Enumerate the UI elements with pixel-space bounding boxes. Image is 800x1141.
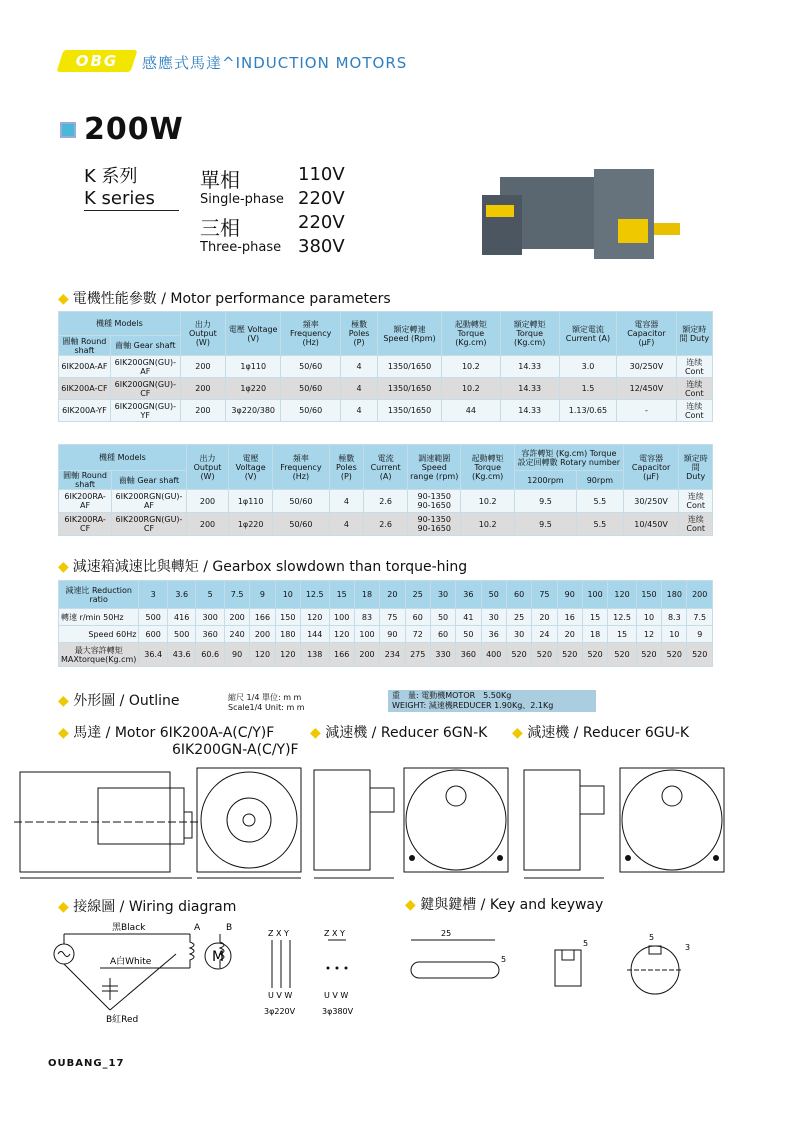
gearbox-cell: 5 xyxy=(196,581,225,609)
gearbox-cell: 500 xyxy=(139,609,168,626)
gearbox-cell: 120 xyxy=(300,609,329,626)
motor-side-drawing xyxy=(14,772,200,878)
svg-text:U V W: U V W xyxy=(268,991,293,1000)
gearbox-cell: 36.4 xyxy=(139,643,168,667)
gearbox-cell: 10 xyxy=(275,581,300,609)
gearbox-cell: 10 xyxy=(636,609,661,626)
wiring-diagram xyxy=(40,918,380,1028)
svg-text:M: M xyxy=(212,949,225,965)
gearbox-cell: 200 xyxy=(354,643,379,667)
gearbox-cell: 20 xyxy=(557,626,582,643)
gearbox-cell: 166 xyxy=(250,609,275,626)
motor-label-gn: 6IK200GN-A(C/Y)F xyxy=(172,742,299,758)
svg-text:A白White: A白White xyxy=(110,957,152,967)
gearbox-cell: 7.5 xyxy=(687,609,713,626)
gearbox-cell: 75 xyxy=(532,581,557,609)
gearbox-cell: 18 xyxy=(582,626,607,643)
reducer-gn-front-drawing xyxy=(404,768,508,872)
gearbox-cell: 120 xyxy=(250,643,275,667)
gearbox-cell: 200 xyxy=(687,581,713,609)
scale-note: 縮尺 1/4 單位: m m Scale1/4 Unit: m m xyxy=(228,693,305,712)
weight-box: 重 量: 電動機MOTOR 5.50Kg WEIGHT: 減速機REDUCER 1.90Kg、2.1Kg xyxy=(388,690,596,712)
outline-drawings xyxy=(14,762,734,892)
section-title-gearbox: ◆ 減速箱減速比與轉矩 / Gearbox slowdown than torque-hing xyxy=(58,559,468,575)
gearbox-cell: 83 xyxy=(354,609,379,626)
gearbox-cell: 50 xyxy=(481,581,506,609)
gearbox-cell: 3 xyxy=(139,581,168,609)
gearbox-cell: 12.5 xyxy=(608,609,637,626)
gearbox-cell: 72 xyxy=(405,626,430,643)
gearbox-cell: 20 xyxy=(532,609,557,626)
svg-text:5: 5 xyxy=(649,933,655,942)
svg-text:Z X Y: Z X Y xyxy=(324,929,345,938)
reducer-gn-label: ◆ 減速機 / Reducer 6GN-K xyxy=(310,725,488,741)
gearbox-cell: 16 xyxy=(557,609,582,626)
gearbox-cell: 100 xyxy=(329,609,354,626)
gearbox-cell: 100 xyxy=(354,626,379,643)
gearbox-cell: 60 xyxy=(430,626,455,643)
gearbox-cell: 90 xyxy=(557,581,582,609)
gearbox-cell: 12 xyxy=(636,626,661,643)
gearbox-cell: 9 xyxy=(687,626,713,643)
gearbox-cell: 50 xyxy=(456,626,481,643)
gearbox-cell: 15 xyxy=(329,581,354,609)
gearbox-cell: 360 xyxy=(196,626,225,643)
gearbox-cell: 75 xyxy=(380,609,405,626)
gearbox-cell: 60 xyxy=(506,581,531,609)
gearbox-cell: 200 xyxy=(250,626,275,643)
gearbox-cell: 520 xyxy=(687,643,713,667)
gearbox-cell: 150 xyxy=(636,581,661,609)
svg-text:3: 3 xyxy=(685,943,691,952)
reducer-gu-side-drawing xyxy=(524,770,604,878)
svg-text:5: 5 xyxy=(501,955,507,964)
gearbox-cell: 18 xyxy=(354,581,379,609)
gearbox-cell: 144 xyxy=(300,626,329,643)
gearbox-cell: 520 xyxy=(582,643,607,667)
gearbox-cell: 15 xyxy=(608,626,637,643)
gearbox-cell: 520 xyxy=(636,643,661,667)
motor-front-drawing xyxy=(197,768,301,878)
gearbox-cell: 36 xyxy=(481,626,506,643)
gearbox-cell: 90 xyxy=(380,626,405,643)
gearbox-cell: 180 xyxy=(275,626,300,643)
gearbox-cell: 8.3 xyxy=(662,609,687,626)
reducer-gu-front-drawing xyxy=(620,768,724,872)
page-footer: OUBANG_17 xyxy=(48,1058,125,1069)
gearbox-cell: 60.6 xyxy=(196,643,225,667)
reducer-gu-label: ◆ 減速機 / Reducer 6GU-K xyxy=(512,725,690,741)
svg-text:U V W: U V W xyxy=(324,991,349,1000)
gearbox-cell: 120 xyxy=(275,643,300,667)
gearbox-cell: 100 xyxy=(582,581,607,609)
gearbox-cell: 9 xyxy=(250,581,275,609)
gearbox-cell: 520 xyxy=(608,643,637,667)
svg-text:Z X Y: Z X Y xyxy=(268,929,289,938)
gearbox-cell: 300 xyxy=(196,609,225,626)
section-title-outline: ◆ 外形圖 / Outline xyxy=(58,693,180,709)
svg-text:黑Black: 黑Black xyxy=(112,923,146,933)
gearbox-cell: 120 xyxy=(329,626,354,643)
gearbox-cell: 30 xyxy=(481,609,506,626)
svg-text:3φ380V: 3φ380V xyxy=(322,1007,354,1016)
gearbox-cell: 166 xyxy=(329,643,354,667)
gearbox-cell: 36 xyxy=(456,581,481,609)
gearbox-cell: 520 xyxy=(532,643,557,667)
svg-text:3φ220V: 3φ220V xyxy=(264,1007,296,1016)
gearbox-ratio-table: 減速比 Reduction ratio 3 3.6 5 7.5 9 10 12.5 15 18 20 25 30 36 50 60 75 90 100 120 150 180 200 轉速 r/min 50Hz 500 416 300 200 166 150 120 100 83 75 60 50 41 30 25 20 16 15 12.5 10 8.3 7.5 Speed 60Hz 600 500 360 240 200 180 144 120 100 90 72 60 50 36 30 24 20 18 15 12 10 9 最大容許轉矩 MAXtorque(Kg.cm) 36.4 43.6 60.6 90 120 120 138 166 200 234 275 330 360 400 520 520 520 520 520 520 520 520 xyxy=(58,580,713,667)
section-title-wiring: ◆ 接線圖 / Wiring diagram xyxy=(58,899,237,915)
power-rating: 200W xyxy=(84,112,184,147)
gearbox-cell: 360 xyxy=(456,643,481,667)
gearbox-cell: 600 xyxy=(139,626,168,643)
gearbox-cell: 3.6 xyxy=(167,581,196,609)
gearbox-cell: 200 xyxy=(224,609,249,626)
gearbox-cell: 10 xyxy=(662,626,687,643)
gearbox-cell: 30 xyxy=(506,626,531,643)
gearbox-cell: 24 xyxy=(532,626,557,643)
gearbox-cell: 275 xyxy=(405,643,430,667)
svg-text:B紅Red: B紅Red xyxy=(106,1015,139,1025)
svg-text:25: 25 xyxy=(441,929,452,938)
brand-logo: OBG xyxy=(56,50,137,72)
gearbox-cell: 240 xyxy=(224,626,249,643)
performance-table-2: 機種 Models 出力 Output (W) 電壓 Voltage (V) 頻率 Frequency (Hz) 極數 Poles (P) 電流 Current (A) 調速範圍 Speed range (rpm) 起動轉矩 Torque (Kg.cm) 容許轉矩 (Kg.cm) Torque 設定回轉數 Rotary number 電容器 Capacitor (μF) 額定時間 Duty 圓軸 Round shaft 齒軸 Gear shaft 1200rpm 90rpm 6IK200RA-AF 6IK200RGN(GU)-AF 200 1φ110 50/60 4 2.6 90-1350 90-1650 10.2 9.5 5.5 30/250V 连续 Cont 6IK200RA-CF 6IK200RGN(GU)-CF 200 1φ220 50/60 4 2.6 90-1350 90-1650 10.2 9.5 5.5 10/450V 连续 Cont xyxy=(58,444,713,536)
gearbox-cell: 120 xyxy=(608,581,637,609)
gearbox-cell: 25 xyxy=(405,581,430,609)
gearbox-cell: 41 xyxy=(456,609,481,626)
series-label: K 系列 K series xyxy=(84,166,179,211)
page-header-title: 感應式馬達^INDUCTION MOTORS xyxy=(142,54,408,72)
gearbox-cell: 520 xyxy=(662,643,687,667)
svg-text:5: 5 xyxy=(583,939,589,948)
section-title-key: ◆ 鍵與鍵槽 / Key and keyway xyxy=(405,897,604,913)
gearbox-cell: 500 xyxy=(167,626,196,643)
key-keyway-drawing xyxy=(405,920,705,1010)
gearbox-cell: 150 xyxy=(275,609,300,626)
gearbox-cell: 234 xyxy=(380,643,405,667)
gearbox-cell: 50 xyxy=(430,609,455,626)
square-bullet-icon xyxy=(60,122,76,138)
reducer-gn-side-drawing xyxy=(314,770,394,878)
gearbox-cell: 330 xyxy=(430,643,455,667)
gearbox-cell: 7.5 xyxy=(224,581,249,609)
gearbox-cell: 520 xyxy=(506,643,531,667)
performance-table-1: 機種 Models 出力 Output (W) 電壓 Voltage (V) 頻率 Frequency (Hz) 極數 Poles (P) 額定轉速 Speed (Rpm) 起動轉矩 Torque (Kg.cm) 額定轉矩 Torque (Kg.cm) 額定電流 Current (A) 電容器 Capacitor (μF) 額定時間 Duty 圓軸 Round shaft 齒軸 Gear shaft 6IK200A-AF 6IK200GN(GU)-AF 200 1φ110 50/60 4 1350/1650 10.2 14.33 3.0 30/250V 连续 Cont 6IK200A-CF 6IK200GN(GU)-CF 200 1φ220 50/60 4 1350/1650 10.2 14.33 1.5 12/450V 连续 Cont 6IK200A-YF 6IK200GN(GU)-YF 200 3φ220/380 50/60 4 1350/1650 44 14.33 1.13/0.65 - 连续 Cont xyxy=(58,311,713,422)
gearbox-cell: 15 xyxy=(582,609,607,626)
gearbox-cell: 43.6 xyxy=(167,643,196,667)
motor-label: ◆ 馬達 / Motor 6IK200A-A(C/Y)F xyxy=(58,725,275,741)
motor-product-image xyxy=(482,165,682,270)
gearbox-cell: 138 xyxy=(300,643,329,667)
gearbox-cell: 20 xyxy=(380,581,405,609)
phase-voltage-list: 單相 110V Single-phase 220V 三相 220V Three-phase 380V xyxy=(200,164,345,257)
section-title-performance: ◆ 電機性能參數 / Motor performance parameters xyxy=(58,291,391,307)
gearbox-cell: 12.5 xyxy=(300,581,329,609)
gearbox-cell: 400 xyxy=(481,643,506,667)
gearbox-cell: 520 xyxy=(557,643,582,667)
svg-text:A: A xyxy=(194,923,201,933)
gearbox-cell: 180 xyxy=(662,581,687,609)
gearbox-cell: 25 xyxy=(506,609,531,626)
svg-text:B: B xyxy=(226,923,233,933)
gearbox-cell: 90 xyxy=(224,643,249,667)
gearbox-cell: 60 xyxy=(405,609,430,626)
gearbox-cell: 30 xyxy=(430,581,455,609)
gearbox-cell: 416 xyxy=(167,609,196,626)
